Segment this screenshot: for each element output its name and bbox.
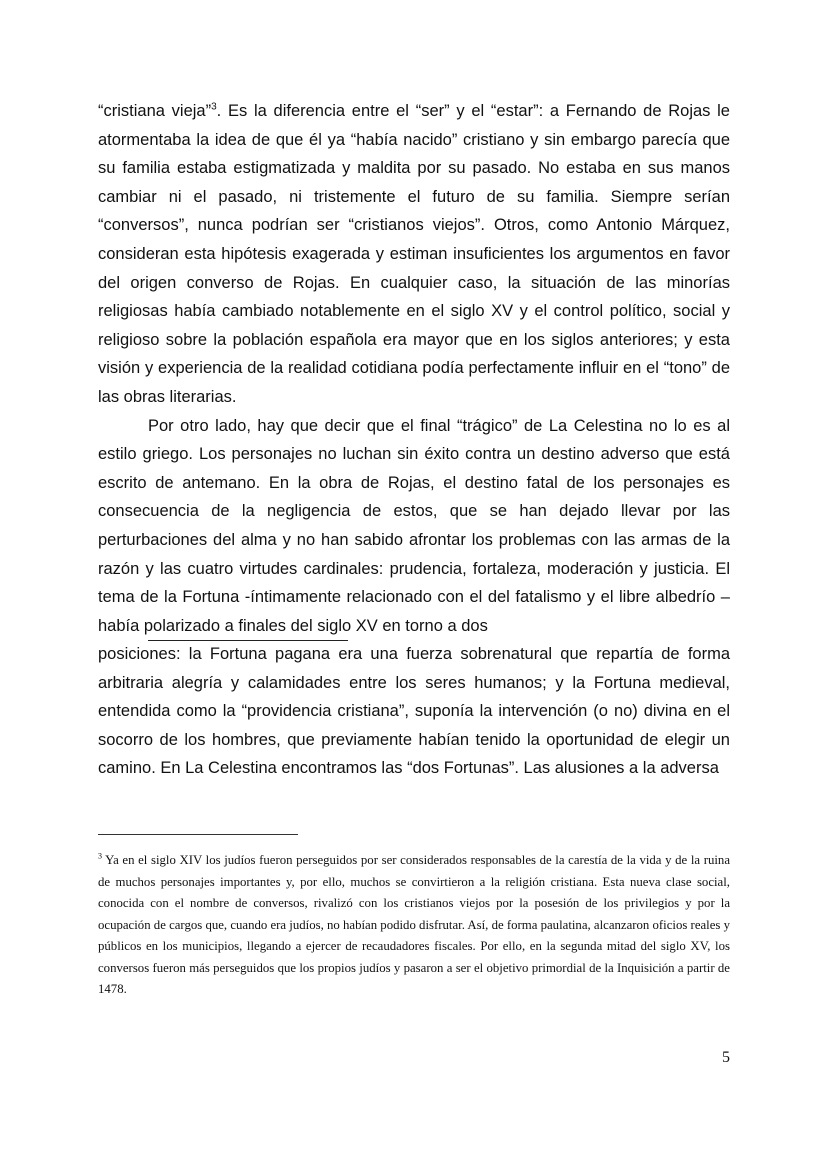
footnote bbox=[98, 850, 730, 1001]
footnote-separator bbox=[98, 834, 298, 835]
footnote-marker: 3 bbox=[98, 851, 102, 861]
footnote-text: Ya en el siglo XIV los judíos fueron perseguidos por ser considerados responsables de la carestía de la vida y de la ruina de muchos personajes importantes y, por ello, muchos se convirtieron a la religión cristiana. Esta nueva clase social, conocida con el nombre de conversos, rivalizó con los cristianos viejos por la posesión de los privilegios y por la ocupación de cargos que, cuando era judíos, no habían podido disfrutar. Así, de forma paulatina, alcanzaron oficios reales y públicos en los municipios, llegando a ejercer de recaudadores fiscales. Por ello, en la segunda mitad del siglo XV, los conversos fueron más perseguidos que los propios judíos y pasaron a ser el objetivo primordial de la Inquisición a partir de 1478. bbox=[98, 853, 730, 996]
paragraph-3: posiciones: la Fortuna pagana era una fuerza sobrenatural que repartía de forma arbitraria alegría y calamidades entre los seres humanos; y la Fortuna medieval, entendida como la “providencia cristiana”, suponía la intervención (o no) divina en el socorro de los hombres, que previamente habían tenido la oportunidad de elegir un camino. En La Celestina encontramos las “dos Fortunas”. Las alusiones a la adversa bbox=[98, 645, 730, 778]
paragraph-2: Por otro lado, hay que decir que el final “trágico” de La Celestina no lo es al estilo griego. Los personajes no luchan sin éxito contra un destino adverso que está escrito de antemano. En la obra de Rojas, el destino fatal de los personajes es consecuencia de la negligencia de estos, que se han dejado llevar por las perturbaciones del alma y no han sabido afrontar los problemas con las armas de la razón y las cuatro virtudes cardinales: prudencia, fortaleza, moderación y justicia. El tema de la Fortuna -íntimamente relacionado con el del fatalismo y el libre albedrío –había polarizado a finales del siglo XV en torno a dos bbox=[98, 416, 730, 635]
page-number: 5 bbox=[722, 1049, 730, 1066]
main-text-bottom bbox=[98, 640, 730, 783]
paragraph-1-start: “cristiana vieja” bbox=[98, 102, 212, 120]
paragraph-1 bbox=[98, 97, 730, 412]
footnote-reference: 3 bbox=[211, 101, 217, 113]
main-text-top bbox=[98, 97, 730, 640]
paragraph-1-rest: . Es la diferencia entre el “ser” y el “estar”: a Fernando de Rojas le atormentaba la idea de que él ya “había nacido” cristiano y sin embargo parecía que su familia estaba estigmatizada y maldita por su pasado. No estaba en sus manos cambiar ni el pasado, ni tristemente el futuro de su familia. Siempre serían “conversos”, nunca podrían ser “cristianos viejos”. Otros, como Antonio Márquez, consideran esta hipótesis exagerada y estiman insuficientes los argumentos en favor del origen converso de Rojas. En cualquier caso, la situación de las minorías religiosas había cambiado notablemente en el siglo XV y el control político, social y religioso sobre la población española era mayor que en los siglos anteriores; y esta visión y experiencia de la realidad cotidiana podía perfectamente influir en el “tono” de las obras literarias. bbox=[98, 102, 730, 406]
